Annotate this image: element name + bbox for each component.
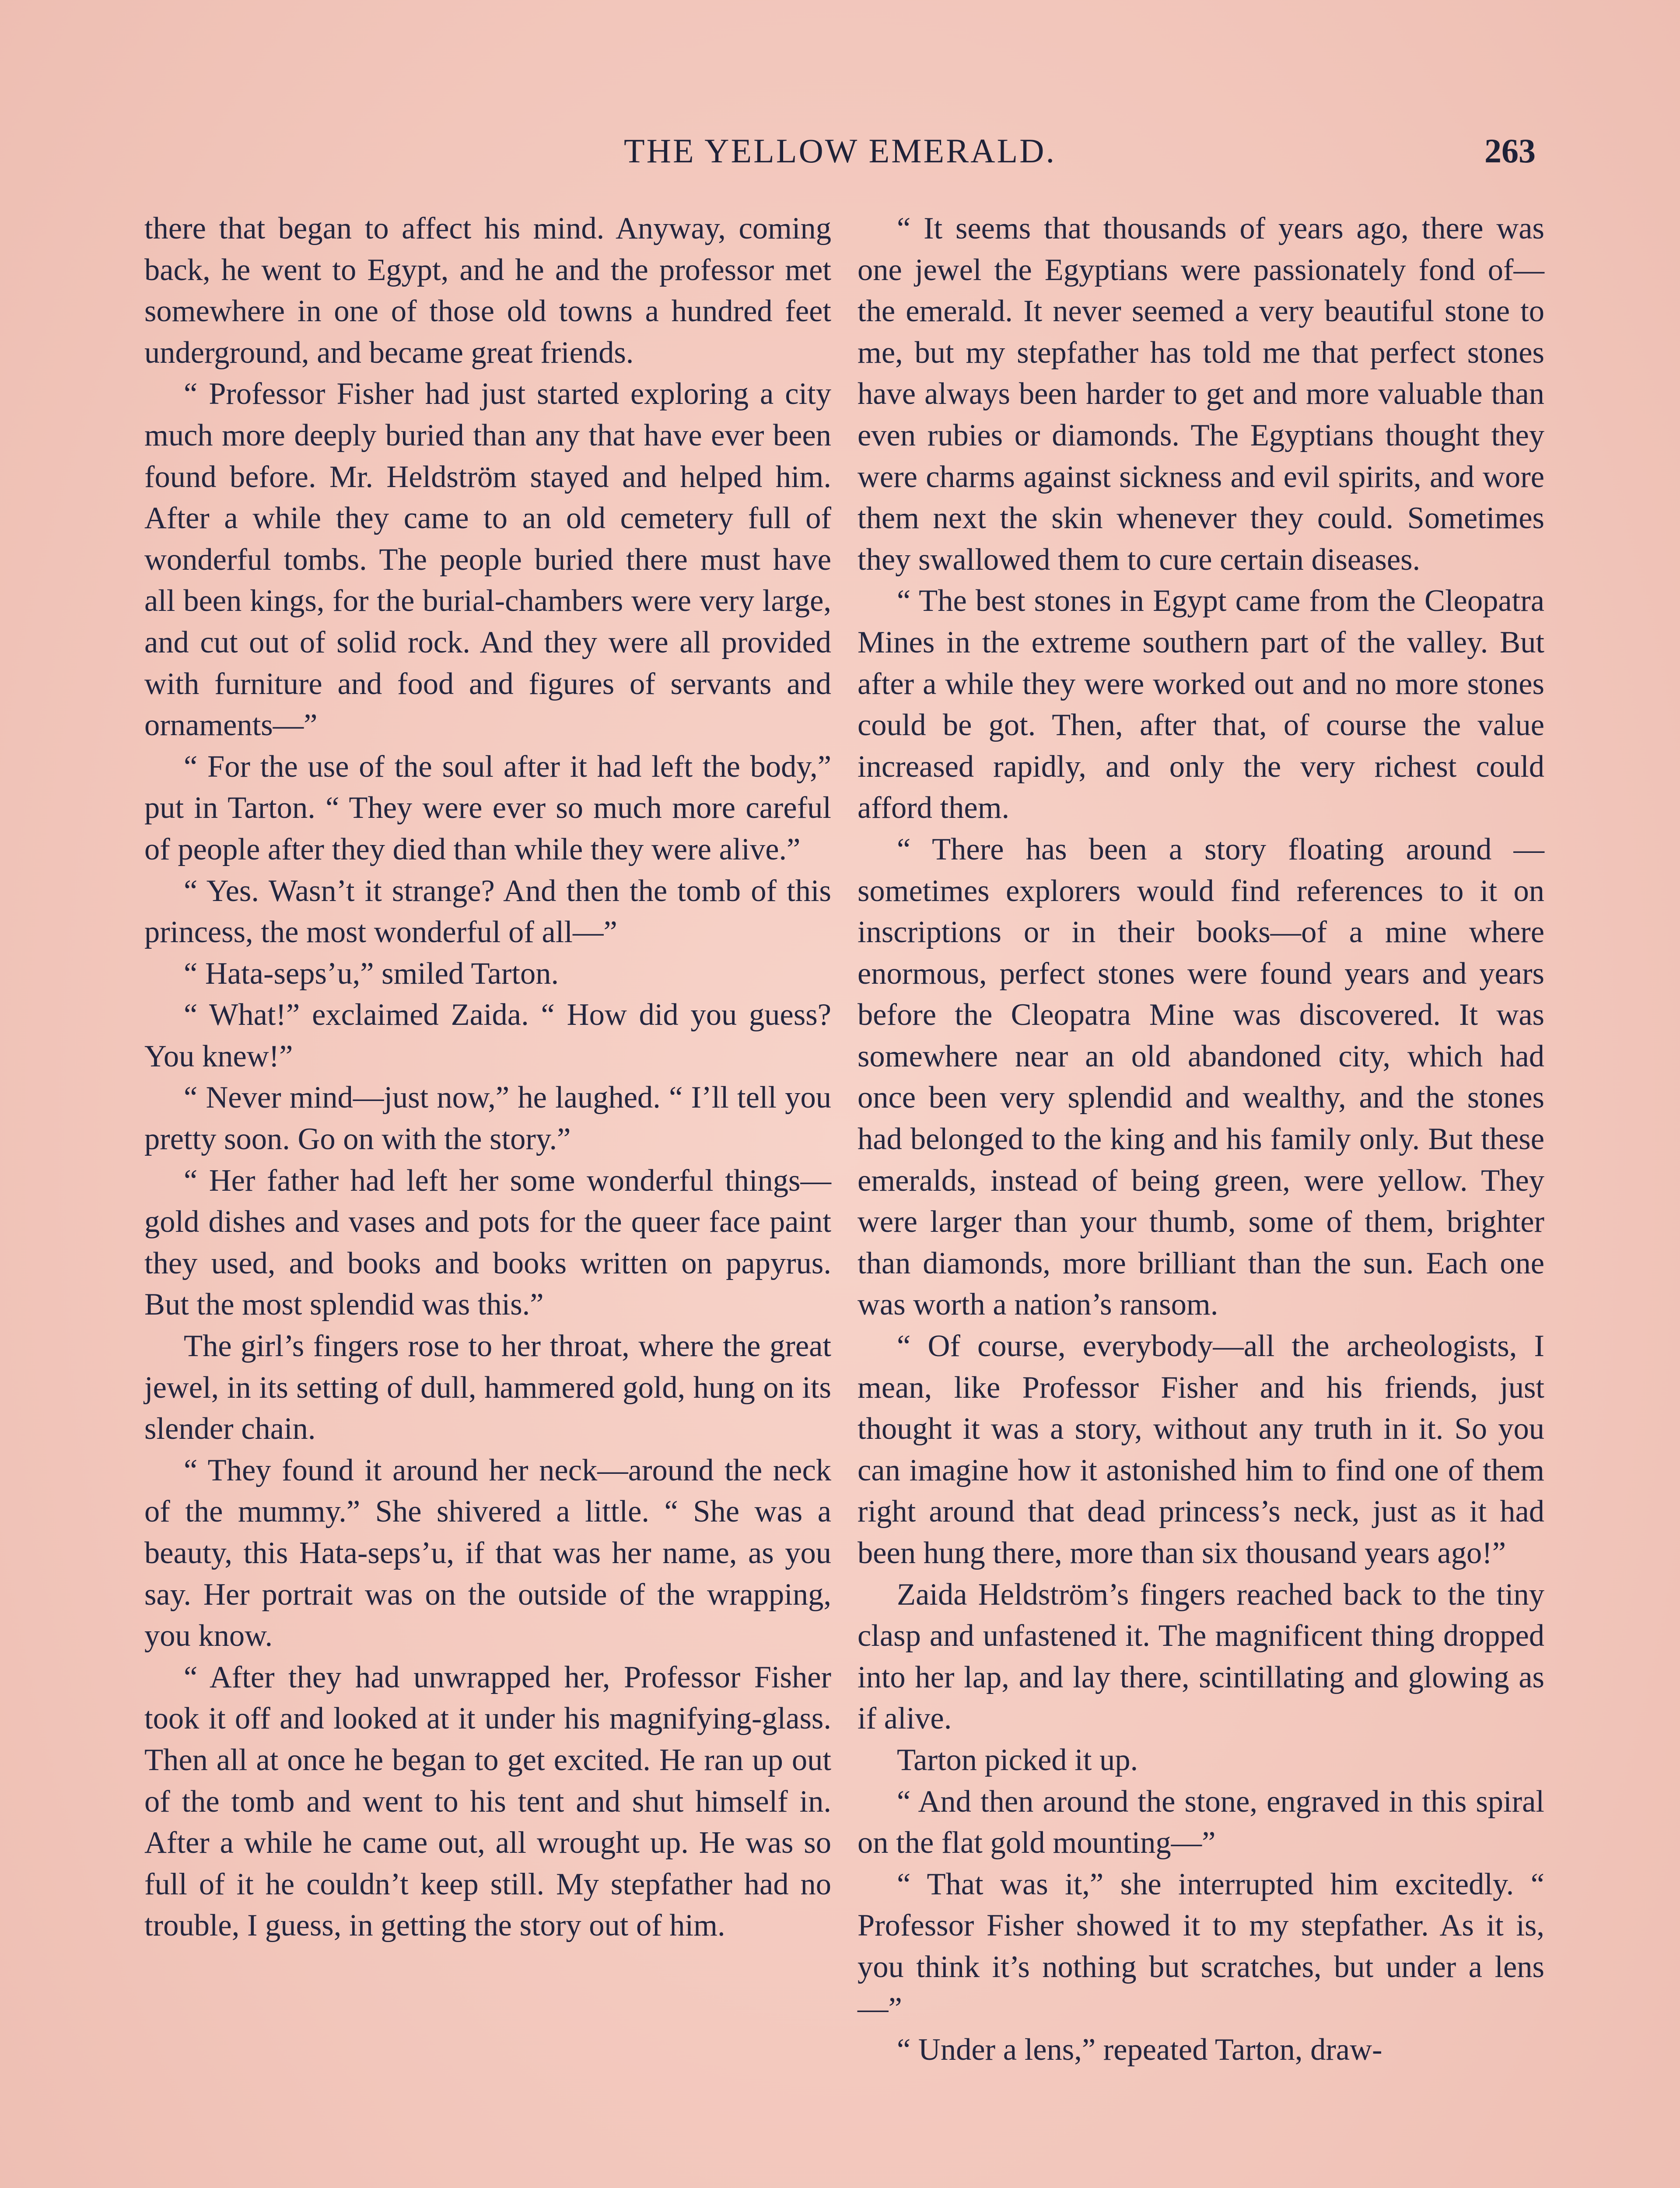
running-title: THE YELLOW EMERALD.: [623, 132, 1056, 170]
paragraph: “ Hata-seps’u,” smiled Tarton.: [184, 956, 559, 991]
paragraph: “ After they had unwrapped her, Professor Fisher took it off and looked at it under his magnifying-glass. Then all at once he began to get excited. He ran up out of the tomb and went to his tent and shut himself in. After a while he came out, all wrought up. He was so full of it he couldn’t keep still. My stepfather had no trouble, I guess, in getting the story out of him.: [144, 1660, 831, 1943]
paragraph: “ It seems that thousands of years ago, there was one jewel the Egyptians were passionately fond of—the emerald. It never seemed a very beautiful stone to me, but my stepfather has told me that perfect stones have always been harder to get and more valuable than even rubies or diamonds. The Egyptians thought they were charms against sickness and evil spirits, and wore them next the skin whenever they could. Sometimes they swallowed them to cure certain diseases.: [858, 211, 1544, 577]
paragraph: Tarton picked it up.: [897, 1743, 1138, 1777]
right-column: [858, 208, 1544, 2071]
paragraph: “ What!” exclaimed Zaida. “ How did you guess? You knew!”: [144, 998, 831, 1073]
paragraph: “ For the use of the soul after it had left the body,” put in Tarton. “ They were ever so much more careful of people after they died than while they were alive.”: [144, 749, 831, 866]
paragraph: Zaida Heldström’s fingers reached back to the tiny clasp and unfastened it. The magnificent thing dropped into her lap, and lay there, scintillating and glowing as if alive.: [858, 1577, 1544, 1736]
paragraph: “ Never mind—just now,” he laughed. “ I’ll tell you pretty soon. Go on with the story.”: [144, 1080, 831, 1157]
page-header: [144, 131, 1536, 179]
paragraph: “ They found it around her neck—around the neck of the mummy.” She shivered a little. “ She was a beauty, this Hata-seps’u, if that was her name, as you say. Her portrait was on the outside of the wrapping, you know.: [144, 1453, 831, 1653]
paragraph: “ Of course, everybody—all the archeologists, I mean, like Professor Fisher and his friends, just thought it was a story, without any truth in it. So you can imagine how it astonished him to find one of them right around that dead princess’s neck, just as it had been hung there, more than six thousand years ago!”: [858, 1329, 1544, 1570]
paragraph: “ Professor Fisher had just started exploring a city much more deeply buried than any that have ever been found before. Mr. Heldström stayed and helped him. After a while they came to an old cemetery full of wonderful tombs. The people buried there must have all been kings, for the burial-chambers were very large, and cut out of solid rock. And they were all provided with furniture and food and figures of servants and ornaments—”: [144, 377, 831, 743]
paragraph: there that began to affect his mind. Anyway, coming back, he went to Egypt, and he and the professor met somewhere in one of those old towns a hundred feet underground, and became great friends.: [144, 211, 831, 370]
paragraph: “ The best stones in Egypt came from the Cleopatra Mines in the extreme southern part of the valley. But after a while they were worked out and no more stones could be got. Then, after that, of course the value increased rapidly, and only the very richest could afford them.: [858, 584, 1544, 825]
paragraph: “ Her father had left her some wonderful things—gold dishes and vases and pots for the queer face paint they used, and books and books written on papyrus. But the most splendid was this.”: [144, 1163, 831, 1322]
left-column: [144, 208, 831, 1946]
paragraph: “ And then around the stone, engraved in this spiral on the flat gold mounting—”: [858, 1784, 1544, 1860]
page-number: 263: [1484, 132, 1536, 170]
paragraph: “ Under a lens,” repeated Tarton, draw-: [897, 2033, 1382, 2067]
paragraph: “ Yes. Wasn’t it strange? And then the tomb of this princess, the most wonderful of all—”: [144, 873, 831, 950]
paragraph: The girl’s fingers rose to her throat, where the great jewel, in its setting of dull, hammered gold, hung on its slender chain.: [144, 1329, 831, 1446]
paragraph: “ That was it,” she interrupted him excitedly. “ Professor Fisher showed it to my stepfather. As it is, you think it’s nothing but scratches, but under a lens—”: [858, 1867, 1544, 2026]
paragraph: “ There has been a story floating around —sometimes explorers would find references to it on inscriptions or in their books—of a mine where enormous, perfect stones were found years and years before the Cleopatra Mine was discovered. It was somewhere near an old abandoned city, which had once been very splendid and wealthy, and the stones had belonged to the king and his family only. But these emeralds, instead of being green, were yellow. They were larger than your thumb, some of them, brighter than diamonds, more brilliant than the sun. Each one was worth a nation’s ransom.: [858, 832, 1544, 1322]
